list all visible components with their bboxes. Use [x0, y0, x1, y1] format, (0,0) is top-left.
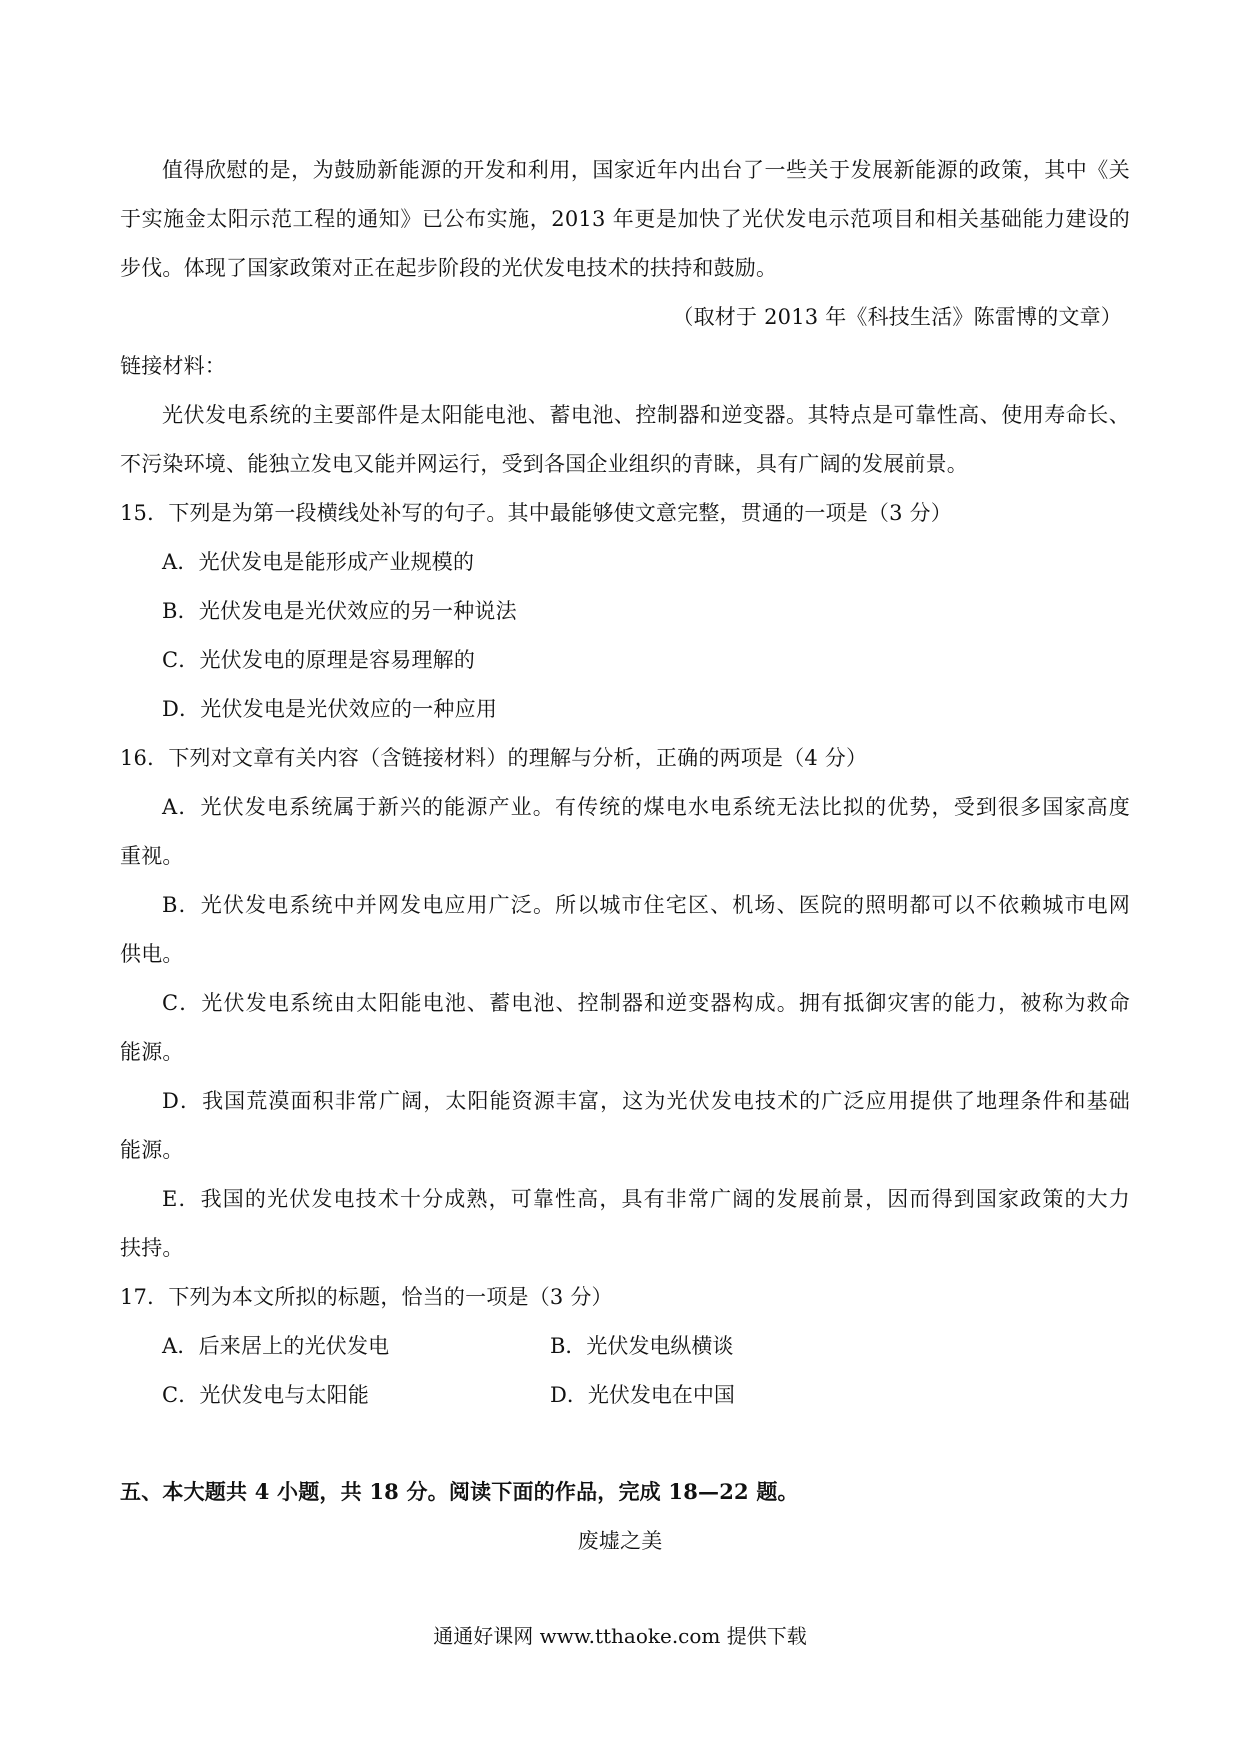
link-material-heading: 链接材料： — [120, 354, 226, 378]
passage-source-citation: （取材于 2013 年《科技生活》陈雷博的文章） — [672, 305, 1122, 329]
question-16-option-d-line2: 能源。 — [120, 1138, 184, 1162]
question-17-stem: 17．下列为本文所拟的标题，恰当的一项是（3 分） — [120, 1285, 613, 1309]
passage-para1-line1: 值得欣慰的是，为鼓励新能源的开发和利用，国家近年内出台了一些关于发展新能源的政策，其中《关 — [162, 158, 1130, 182]
question-16-option-b-line1: B．光伏发电系统中并网发电应用广泛。所以城市住宅区、机场、医院的照明都可以不依赖城市电网 — [162, 893, 1130, 917]
question-17-option-b: B．光伏发电纵横谈 — [550, 1334, 734, 1358]
question-16-option-a-line1: A．光伏发电系统属于新兴的能源产业。有传统的煤电水电系统无法比拟的优势，受到很多国家高度 — [162, 795, 1130, 819]
section-5-heading: 五、本大题共 4 小题，共 18 分。阅读下面的作品，完成 18—22 题。 — [120, 1479, 799, 1504]
question-16-option-e-line1: E．我国的光伏发电技术十分成熟，可靠性高，具有非常广阔的发展前景，因而得到国家政策的大力 — [162, 1187, 1130, 1211]
question-15-stem: 15．下列是为第一段横线处补写的句子。其中最能够使文意完整，贯通的一项是（3 分） — [120, 501, 952, 525]
page-footer: 通通好课网 www.tthaoke.com 提供下载 — [433, 1624, 807, 1648]
link-material-line2: 不污染环境、能独立发电又能并网运行，受到各国企业组织的青睐，具有广阔的发展前景。 — [120, 452, 968, 476]
question-15-option-a: A．光伏发电是能形成产业规模的 — [162, 550, 475, 574]
question-17-option-c: C．光伏发电与太阳能 — [162, 1383, 370, 1407]
question-16-option-a-line2: 重视。 — [120, 844, 184, 868]
question-16-option-c-line2: 能源。 — [120, 1040, 184, 1064]
question-16-option-d-line1: D．我国荒漠面积非常广阔，太阳能资源丰富，这为光伏发电技术的广泛应用提供了地理条件和基础 — [162, 1089, 1130, 1113]
passage-para1-line3: 步伐。体现了国家政策对正在起步阶段的光伏发电技术的扶持和鼓励。 — [120, 256, 778, 280]
question-17-option-d: D．光伏发电在中国 — [550, 1383, 735, 1407]
question-16-option-c-line1: C．光伏发电系统由太阳能电池、蓄电池、控制器和逆变器构成。拥有抵御灾害的能力，被称为救命 — [162, 991, 1130, 1015]
question-16-option-b-line2: 供电。 — [120, 942, 184, 966]
question-16-option-e-line2: 扶持。 — [120, 1236, 184, 1260]
question-17-option-a: A．后来居上的光伏发电 — [162, 1334, 390, 1358]
section-5-article-title: 废墟之美 — [577, 1529, 663, 1553]
passage-para1-line2: 于实施金太阳示范工程的通知》已公布实施，2013 年更是加快了光伏发电示范项目和相关基础能力建设的 — [120, 207, 1130, 231]
link-material-line1: 光伏发电系统的主要部件是太阳能电池、蓄电池、控制器和逆变器。其特点是可靠性高、使用寿命长、 — [162, 403, 1130, 427]
question-15-option-b: B．光伏发电是光伏效应的另一种说法 — [162, 599, 517, 623]
question-15-option-c: C．光伏发电的原理是容易理解的 — [162, 648, 476, 672]
question-16-stem: 16．下列对文章有关内容（含链接材料）的理解与分析，正确的两项是（4 分） — [120, 746, 868, 770]
question-15-option-d: D．光伏发电是光伏效应的一种应用 — [162, 697, 498, 721]
